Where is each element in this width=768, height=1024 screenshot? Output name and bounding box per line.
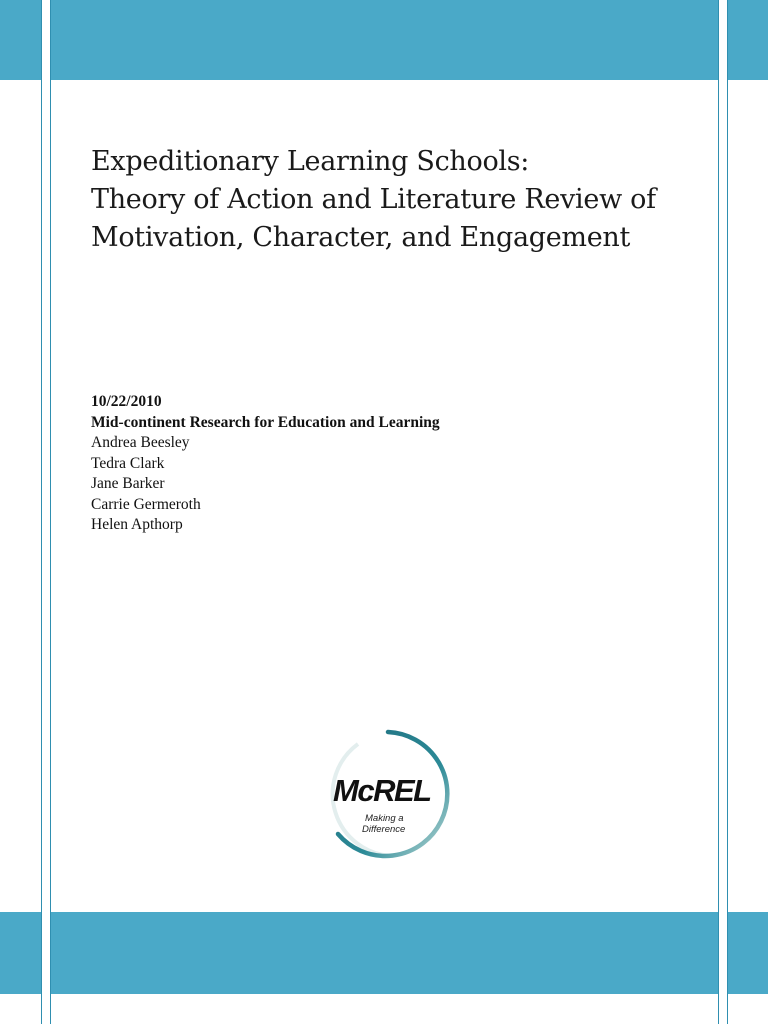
- logo-tagline-line: Difference: [362, 824, 406, 835]
- left-inner-rule: [50, 0, 51, 1024]
- bottom-footer-band: [51, 912, 718, 994]
- author-name: Tedra Clark: [91, 454, 165, 472]
- mcrel-logo-graphic: [318, 724, 458, 864]
- logo-wordmark: McREL: [333, 773, 431, 808]
- author-name: Jane Barker: [91, 475, 165, 492]
- author-name: Carrie Germeroth: [91, 495, 201, 513]
- top-right-side-band: [728, 0, 768, 80]
- organization-name: Mid-continent Research for Education and Learning: [91, 413, 440, 431]
- right-inner-rule: [718, 0, 719, 1024]
- title-line: Motivation, Character, and Engagement: [91, 222, 631, 253]
- author-name: Andrea Beesley: [91, 434, 190, 451]
- title-line: Expeditionary Learning Schools:: [91, 146, 530, 177]
- left-outer-rule: [41, 0, 42, 1024]
- document-date: 10/22/2010: [91, 393, 162, 410]
- bottom-left-side-band: [0, 912, 41, 994]
- top-left-side-band: [0, 0, 41, 80]
- mcrel-logo: [318, 724, 458, 864]
- author-name: Helen Apthorp: [91, 516, 183, 533]
- document-meta: [91, 392, 611, 536]
- top-header-band: [51, 0, 718, 80]
- title-line: Theory of Action and Literature Review of: [91, 184, 656, 215]
- document-title: [91, 143, 711, 257]
- bottom-right-side-band: [728, 912, 768, 994]
- right-outer-rule: [727, 0, 728, 1024]
- logo-tagline-line: Making a: [365, 813, 404, 824]
